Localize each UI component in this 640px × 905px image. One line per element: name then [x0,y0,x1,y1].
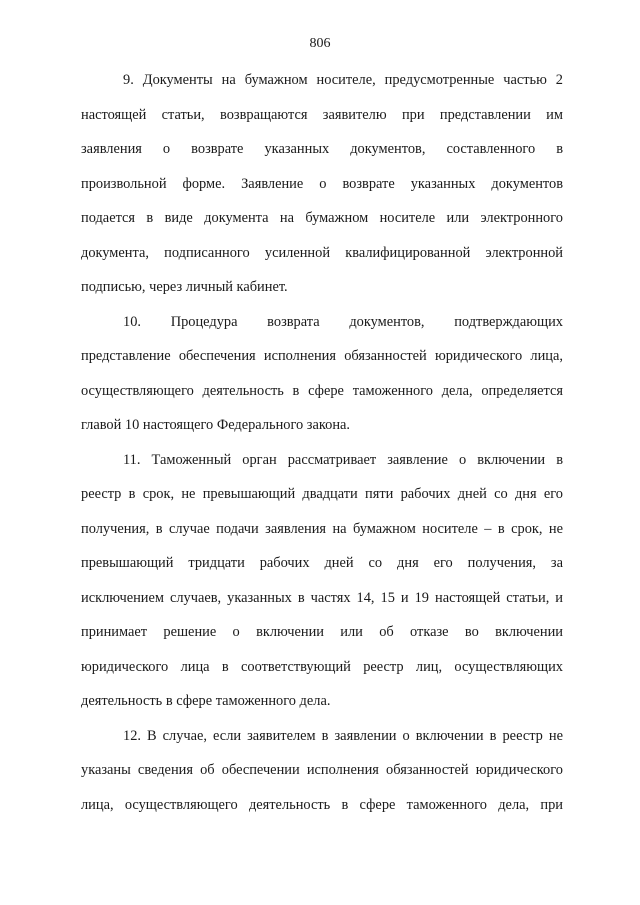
paragraph-11 [81,450,563,726]
text-line: принимает решение о включении или об отказе во включении [81,624,563,640]
text-line: 11. Таможенный орган рассматривает заявление о включении в [123,451,563,468]
document-body [81,70,563,829]
text-line: документа, подписанного усиленной квалифицированной электронной [81,244,563,261]
paragraph-12 [81,726,563,830]
text-line: подписью, через личный кабинет. [81,279,288,295]
text-line: 12. В случае, если заявителем в заявлении о включении в реестр не [123,727,563,744]
text-line: представление обеспечения исполнения обязанностей юридического лица, [81,348,563,364]
text-line: лица, осуществляющего деятельность в сфере таможенного дела, при [81,796,563,813]
text-line: юридического лица в соответствующий реестр лиц, осуществляющих [81,658,563,675]
paragraph-10 [81,312,563,450]
paragraph-9 [81,70,563,312]
text-line: реестр в срок, не превышающий двадцати пяти рабочих дней со дня его [81,486,563,502]
text-line: получения, в случае подачи заявления на бумажном носителе – в срок, не [81,520,563,537]
page-number: 806 [309,36,331,51]
text-line: настоящей статьи, возвращаются заявителю при представлении им [81,106,563,123]
text-line: заявления о возврате указанных документов, составленного в [81,141,563,157]
text-line: произвольной форме. Заявление о возврате указанных документов [81,175,563,192]
text-line: главой 10 настоящего Федерального закона. [81,417,351,433]
text-line: подается в виде документа на бумажном носителе или электронного [81,210,563,226]
text-line: указаны сведения об обеспечении исполнения обязанностей юридического [81,762,563,778]
text-line: деятельность в сфере таможенного дела. [81,693,331,709]
text-line: 9. Документы на бумажном носителе, предусмотренные частью 2 [123,72,563,88]
text-line: превышающий тридцати рабочих дней со дня его получения, за [81,555,563,571]
text-line: осуществляющего деятельность в сфере таможенного дела, определяется [81,382,563,399]
text-line: 10. Процедура возврата документов, подтверждающих [123,313,563,330]
text-line: исключением случаев, указанных в частях 14, 15 и 19 настоящей статьи, и [81,589,563,606]
